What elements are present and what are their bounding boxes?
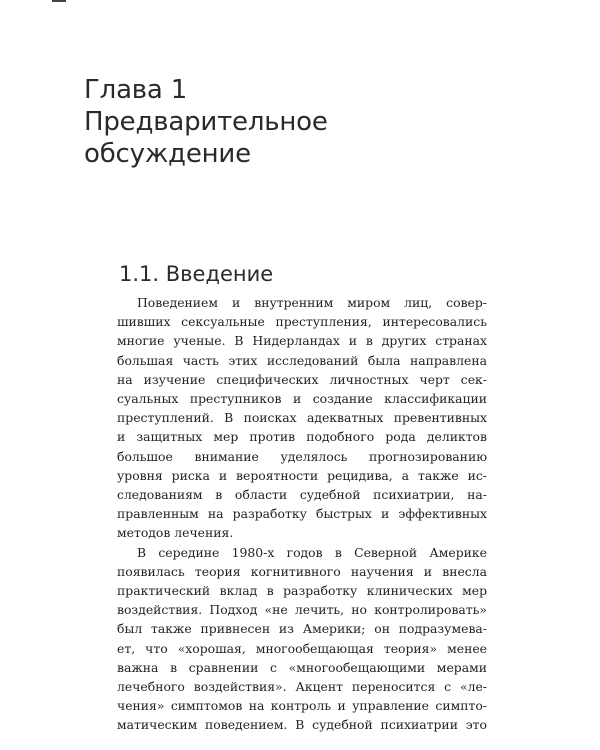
chapter-heading (84, 74, 328, 170)
text-line: правленным на разработку быстрых и эффективных (117, 506, 487, 522)
text-line: практический вклад в разработку клинических мер (117, 583, 487, 599)
text-line: большая часть этих исследований была направлена (117, 352, 487, 368)
text-line: на изучение специфических личностных черт сек- (117, 371, 487, 387)
text-line: суальных преступников и создание классификации (117, 391, 487, 407)
chapter-label: Глава 1 (84, 75, 188, 105)
text-line: уровня риска и вероятности рецидива, а также ис- (117, 467, 487, 483)
section-title: 1.1. Введение (119, 262, 274, 286)
text-line: Поведением и внутренним миром лиц, совер- (137, 295, 487, 310)
text-line: большое внимание уделялось прогнозированию (117, 448, 487, 464)
text-line: матическим поведением. В судебной психиатрии это (117, 717, 487, 733)
text-line: важна в сравнении с «многообещающими мерами (117, 659, 487, 675)
text-line: и защитных мер против подобного рода деликтов (117, 429, 487, 445)
page-corner-mark (52, 0, 66, 2)
text-line: воздействия. Подход «не лечить, но контролировать» (117, 602, 487, 618)
text-line: лечебного воздействия». Акцент переносится с «ле- (117, 679, 487, 695)
text-line: следованиям в области судебной психиатрии, на- (117, 487, 487, 503)
text-line: методов лечения. (117, 525, 234, 541)
text-line: чения» симптомов на контроль и управление симпто- (117, 698, 487, 714)
text-line: ет, что «хорошая, многообещающая теория» менее (117, 640, 487, 656)
text-line: многие ученые. В Нидерландах и в других странах (117, 333, 487, 349)
text-line: шивших сексуальные преступления, интересовались (117, 314, 487, 330)
body-text (117, 293, 487, 735)
text-line: В середине 1980-х годов в Северной Америке (137, 544, 487, 560)
chapter-title-line-1: Предварительное (84, 107, 328, 137)
text-line: был также привнесен из Америки; он подразумева- (117, 621, 487, 637)
text-line: преступлений. В поисках адекватных превентивных (117, 410, 487, 426)
text-line: появилась теория когнитивного научения и внесла (117, 563, 487, 579)
chapter-title-line-2: обсуждение (84, 139, 251, 169)
